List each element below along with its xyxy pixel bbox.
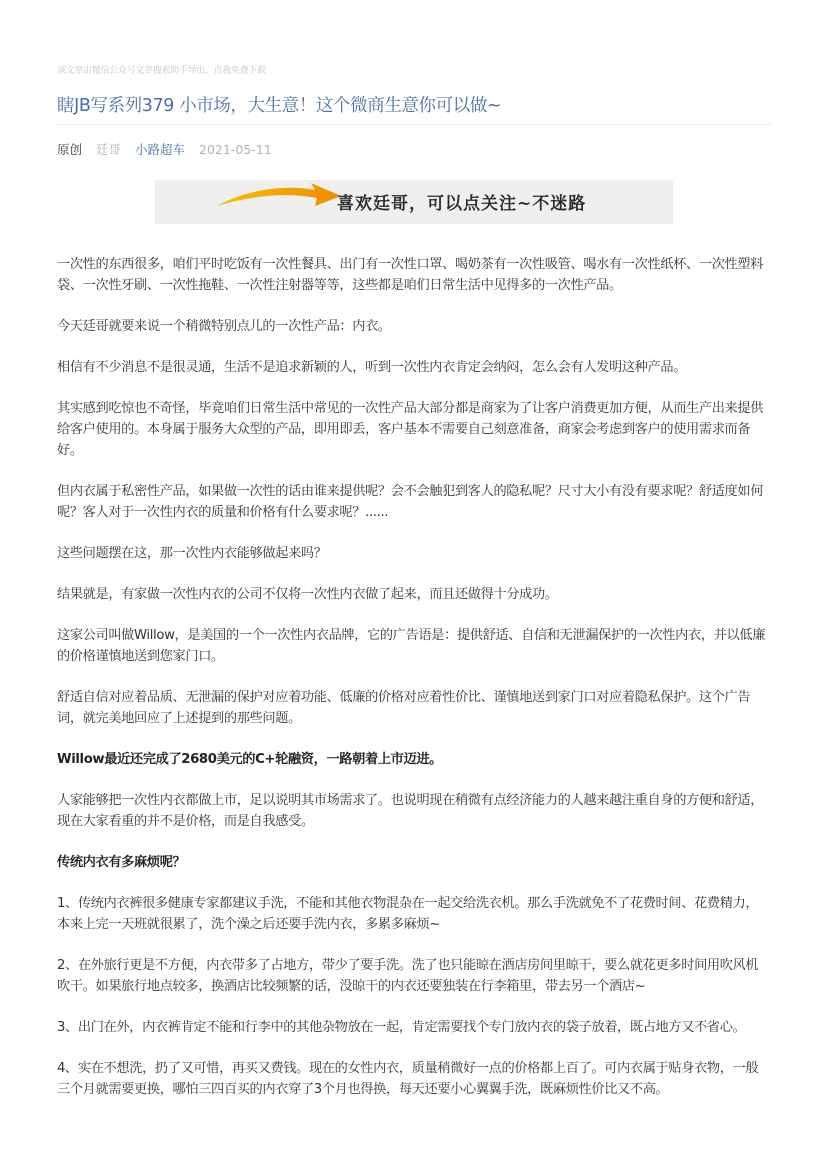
paragraph: 人家能够把一次性内衣都做上市，足以说明其市场需求了。也说明现在稍微有点经济能力的人越来越注重自身的方便和舒适，现在大家看重的并不是价格，而是自我感受。	[57, 793, 764, 829]
paragraph: 结果就是，有家做一次性内衣的公司不仅将一次性内衣做了起来，而且还做得十分成功。	[57, 587, 558, 602]
article-title: 瞎JB写系列379 小市场，大生意！这个微商生意你可以做~	[57, 96, 502, 116]
title-divider	[57, 124, 771, 125]
paragraph: 相信有不少消息不是很灵通，生活不是追求新颖的人，听到一次性内衣肯定会纳闷，怎么会有人发明这种产品。	[57, 360, 687, 375]
swoosh-arrow-icon	[215, 182, 345, 222]
publish-date: 2021-05-11	[199, 142, 272, 157]
paragraph: 这些问题摆在这，那一次性内衣能够做起来吗？	[57, 546, 327, 561]
paragraph: 今天廷哥就要来说一个稍微特别点儿的一次性产品：内衣。	[57, 319, 391, 334]
highlight-paragraph: Willow最近还完成了2680美元的C+轮融资，一路朝着上市迈进。	[57, 752, 443, 767]
original-tag: 原创	[57, 142, 83, 157]
paragraph: 但内衣属于私密性产品，如果做一次性的话由谁来提供呢？会不会触犯到客人的隐私呢？尺寸大小有没有要求呢？舒适度如何呢？客人对于一次性内衣的质量和价格有什么要求呢？......	[57, 484, 764, 520]
article-meta	[57, 140, 282, 158]
list-paragraph: 2、在外旅行更是不方便，内衣带多了占地方，带少了要手洗。洗了也只能晾在酒店房间里晾干，要么就花更多时间用吹风机吹干。如果旅行地点较多，换酒店比较频繁的话，没晾干的内衣还要独装在行李箱里，带去另一个酒店~	[57, 958, 759, 994]
banner-caption: 喜欢廷哥，可以点关注~不迷路	[337, 194, 587, 214]
account-link[interactable]: 小路超车	[135, 142, 186, 157]
list-paragraph: 3、出门在外，内衣裤肯定不能和行李中的其他杂物放在一起，肯定需要找个专门放内衣的袋子放着，既占地方又不省心。	[57, 1020, 746, 1035]
paragraph: 其实感到吃惊也不奇怪，毕竟咱们日常生活中常见的一次性产品大部分都是商家为了让客户消费更加方便，从而生产出来提供给客户使用的。本身属于服务大众型的产品，即用即丢，客户基本不需要自己刻意准备，商家会考虑到客户的使用需求而备好。	[57, 401, 764, 458]
paragraph: 舒适自信对应着品质、无泄漏的保护对应着功能、低廉的价格对应着性价比、谨慎地送到家门口对应着隐私保护。这个广告词，就完美地回应了上述提到的那些问题。	[57, 690, 751, 726]
author-name: 廷哥	[96, 142, 122, 157]
article-body	[57, 254, 769, 1120]
paragraph: 这家公司叫做Willow，是美国的一个一次性内衣品牌，它的广告语是：提供舒适、自信和无泄漏保护的一次性内衣，并以低廉的价格谨慎地送到您家门口。	[57, 628, 766, 664]
list-paragraph: 1、传统内衣裤很多健康专家都建议手洗，不能和其他衣物混杂在一起交给洗衣机。那么手洗就免不了花费时间、花费精力，本来上完一天班就很累了，洗个澡之后还要手洗内衣，多累多麻烦~	[57, 896, 759, 932]
follow-banner	[155, 180, 673, 224]
section-heading: 传统内衣有多麻烦呢？	[57, 855, 186, 870]
export-note-link[interactable]: 该文章由微信公众号文章搜索助手导出，点我免费下载	[57, 66, 266, 76]
paragraph: 一次性的东西很多，咱们平时吃饭有一次性餐具、出门有一次性口罩、喝奶茶有一次性吸管、喝水有一次性纸杯、一次性塑料袋、一次性牙刷、一次性拖鞋、一次性注射器等等，这些都是咱们日常生活中见得多的一次性产品。	[57, 257, 764, 293]
list-paragraph: 4、实在不想洗，扔了又可惜，再买又费钱。现在的女性内衣，质量稍微好一点的价格都上百了。可内衣属于贴身衣物，一般三个月就需要更换，哪怕三四百买的内衣穿了3个月也得换，每天还要小心翼翼手洗，既麻烦性价比又不高。	[57, 1061, 759, 1097]
